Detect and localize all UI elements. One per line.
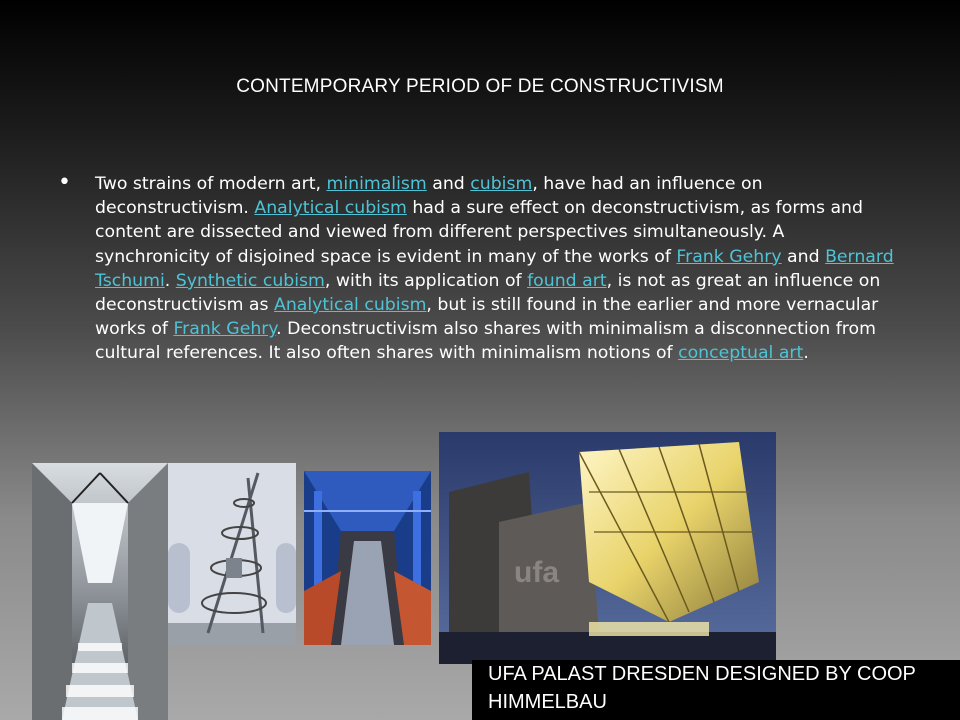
body-link[interactable]: Analytical cubism	[254, 198, 407, 219]
photo-tatlin-tower	[168, 463, 296, 646]
body-link[interactable]: conceptual art	[678, 343, 804, 364]
photo-blue-walkway	[304, 471, 431, 645]
body-link[interactable]: Analytical cubism	[274, 295, 427, 316]
body-text-run: , have had an influence on deconstructivism.	[95, 174, 763, 219]
body-link[interactable]: found art	[527, 270, 607, 291]
body-link[interactable]: Bernard Tschumi	[95, 246, 894, 291]
body-link[interactable]: Frank Gehry	[173, 319, 277, 340]
slide-title: CONTEMPORARY PERIOD OF DE CONSTRUCTIVISM	[236, 76, 724, 97]
body-text-run: had a sure effect on deconstructivism, as forms and content are dissected and viewed from different perspectives simultaneously. A synchronicity of disjoined space is evident in many of the works of	[95, 198, 863, 267]
body-text-run: and	[781, 246, 826, 267]
body-text-run: , is not as great an influence on deconstructivism as	[95, 270, 881, 316]
photo-ufa-palast	[439, 432, 776, 664]
body-text-run: , with its application of	[324, 270, 528, 291]
body-link[interactable]: Synthetic cubism	[175, 270, 325, 291]
body-text-run: .	[164, 270, 176, 291]
body-paragraph	[95, 172, 895, 366]
body-link[interactable]: cubism	[470, 174, 533, 194]
photo-gallery-arcade	[32, 463, 168, 720]
body-text-run: . Deconstructivism also shares with minimalism a disconnection from cultural references. It also often shares with minimalism notions of	[95, 319, 876, 364]
body-text-run: Two strains of modern art,	[95, 174, 327, 194]
body-link[interactable]: Frank Gehry	[676, 246, 782, 267]
body-text-run: .	[803, 343, 809, 364]
body-link[interactable]: minimalism	[326, 174, 427, 194]
svg-text:ufa: ufa	[514, 556, 559, 589]
photo-caption	[472, 660, 960, 720]
bullet-marker: •	[58, 170, 71, 195]
body-text-run: , but is still found in the earlier and more vernacular works of	[95, 295, 879, 340]
body-text-run: and	[426, 174, 471, 194]
caption-text: UFA PALAST DRESDEN DESIGNED BY COOP HIMMELBAU	[488, 663, 916, 713]
